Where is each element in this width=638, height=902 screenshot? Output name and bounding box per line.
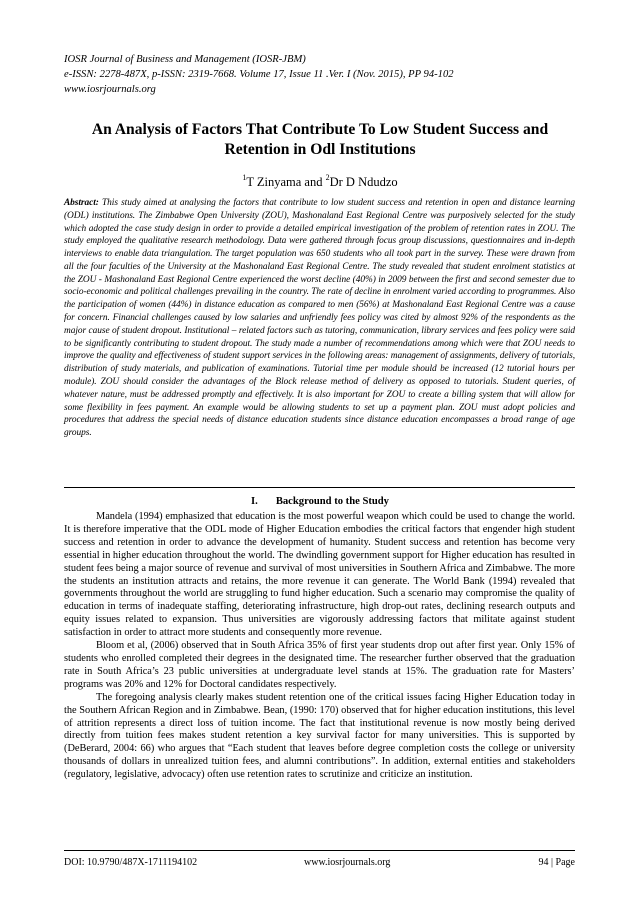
author-2-affiliation-mark: 2	[325, 173, 330, 182]
section-heading	[64, 495, 576, 508]
abstract-text: This study aimed at analysing the factors that contribute to low student success and retention in open and distance learning (ODL) institutions. The Zimbabwe Open University (ZOU), Mashonaland East Regional Centre was purposively selected for the study which adopted the case study design in order to provide a detailed empirical investigation of the problem of retention rates in ZOU. The study employed the qualitative research methodology. Data were gathered through focus group discussions, questionnaires and in-depth interviews to enable data triangulation. The target population was 650 students who all took part in the survey. These were drawn from all the four faculties of the University at the Mashonaland East Regional Centre. The study revealed that student enrolment statistics at the ZOU - Mashonaland East Regional Centre experienced the worst decline (40%) in 2009 between the first and second semester due to socio-economic and political challenges prevailing in the country. The rate of decline in enrolment varied according to programmes. Also the participation of women (44%) in distance education as compared to men (56%) at Mashonaland East Regional Centre was a cause for concern. Financial challenges caused by low salaries and unfriendly fees policy was cited by almost 92% of the respondents as the major cause of student dropout. Institutional – related factors such as tutoring, communication, library services and fees policy were said to be significantly contributing to student dropout. The study made a number of recommendations among which were that ZOU needs to improve the quality and effectiveness of student support services in the following areas: management of assignments, delivery of tutorials, distribution of study materials, and publication of examinations. Tutorial time per module should be increased (12 tutorial hours per module). ZOU should consider the advantages of the Block release method of delivery as opposed to tutorials. Student queries, of whatever nature, must be addressed promptly and effectively. It is also important for ZOU to create a billing system that will allow for some flexibility in fees payment. An example would be allowing students to set up a payment plan. ZOU must adopt policies and procedures that address the special needs of distance education students since distance education encompasses a broad range of age groups.	[64, 198, 575, 439]
body-text	[64, 511, 575, 782]
author-2-name: Dr D Ndudzo	[329, 175, 398, 189]
abstract-divider	[64, 487, 575, 488]
abstract-label: Abstract:	[64, 198, 99, 208]
author-1-affiliation-mark: 1	[242, 173, 247, 182]
journal-header	[64, 52, 564, 97]
footer-page-number: 94 | Page	[538, 857, 575, 868]
section-number: I.	[251, 496, 258, 507]
journal-website: www.iosrjournals.org	[64, 84, 156, 95]
paragraph: The foregoing analysis clearly makes student retention one of the critical issues facing Higher Education today in the Southern African Region and in Zimbabwe. Bean, (1990: 170) observed that for higher education institutions, this level of attrition represents a direct loss of tuition income. The fact that institutional revenue is now mostly being derived directly from tuition fees makes student retention a key survival factor for many universities. This is supported by (DeBerard, 2004: 66) who argues that “Each student that leaves before degree completion costs the college or university thousands of dollars in unrealized tuition fees, and alumni contributions”. In addition, external entities and stakeholders (regulatory, legislative, advocacy) often use retention rates to scrutinize and criticize an institution.	[64, 691, 575, 781]
footer-doi: DOI: 10.9790/487X-1711194102	[64, 857, 198, 868]
paragraph: Bloom et al, (2006) observed that in South Africa 35% of first year students drop out after first year. Only 15% of students who enrolled completed their degrees in the designated time. The researcher further observed that the graduation rate in South Africa’s 23 public universities at undergraduate level stands at 15%. The graduation rate for Masters’ programs was 20% and 12% for Doctoral candidates respectively.	[64, 640, 575, 690]
paper-title: An Analysis of Factors That Contribute To Low Student Success and Retention in Odl Institutions	[91, 121, 549, 158]
paragraph: Mandela (1994) emphasized that education is the most powerful weapon which could be used to change the world. It is therefore imperative that the ODL mode of Higher Education embodies the critical factors that engender high student success and retention in order to advance the development of humanity. Student success and retention has become very essential in higher education throughout the world. The dwindling government support for Higher education has resulted in student fees being a major source of revenue and survival of most universities in Southern Africa and Zimbabwe. The more the students an institution attracts and retains, the more revenue it can generate. The World Bank (1994) revealed that governments throughout the world are struggling to fund higher education. Such a scenario may compromise the quality of education in terms of inadequate staffing, deteriorating infrastructure, high drop-out rates, declining research outputs and equity issues related to expansion. Thus universities are vigorously addressing factors that militate against student satisfaction in order to attract more students and consequently more revenue.	[64, 511, 575, 639]
footer-website: www.iosrjournals.org	[304, 857, 391, 868]
abstract	[64, 197, 575, 440]
journal-name: IOSR Journal of Business and Management (IOSR-JBM)	[64, 54, 306, 65]
author-1-name: T Zinyama and	[246, 175, 326, 189]
section-title: Background to the Study	[275, 496, 389, 507]
page-footer	[64, 850, 575, 871]
journal-issn-volume: e-ISSN: 2278-487X, p-ISSN: 2319-7668. Volume 17, Issue 11 .Ver. I (Nov. 2015), PP 94-102	[64, 69, 454, 80]
author-line	[64, 170, 576, 190]
